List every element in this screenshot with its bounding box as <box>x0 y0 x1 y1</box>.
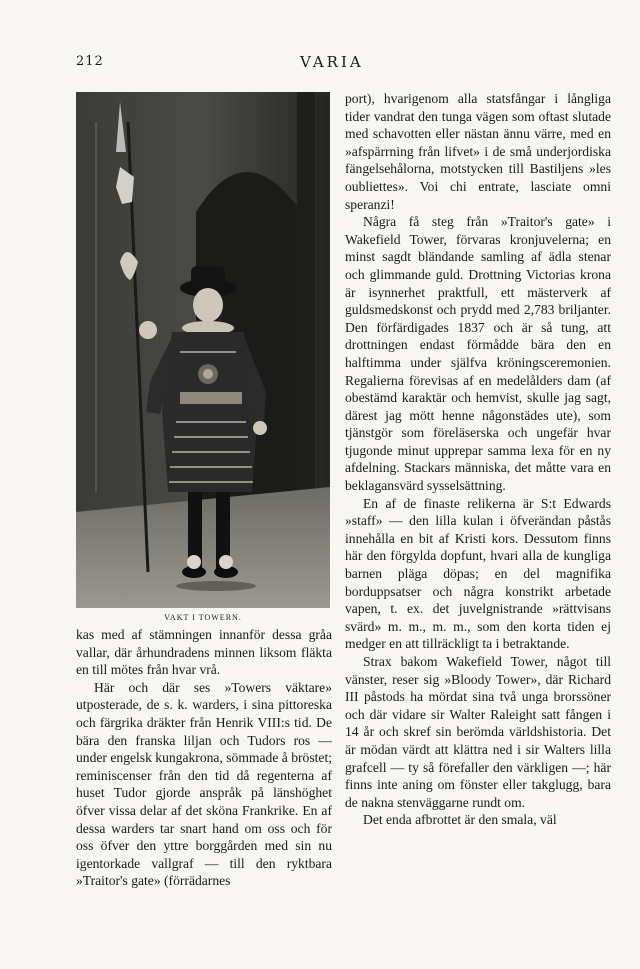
running-title: VARIA <box>300 53 364 71</box>
left-text-column <box>76 626 332 890</box>
paragraph: En af de finaste relikerna är S:t Edwards »staff» — den lilla kulan i öfverändan påstås innehålla en bit af Kristi kors. Dessutom finns här den förgylda dopfunt, hvari alla de kungliga barnen pläga döpas; en del magnifika borduppsatser och några konstrikt arbetade vapen, t. ex. det juvelgnistrande »rättvisans svärd» m. m., m. m., som den korta tiden ej medger en att tillräckligt ta i betraktande. <box>345 495 611 652</box>
paragraph: kas med af stämningen innanför dessa gråa vallar, där århundradens minnen liksom fläkta en till mötes från hvar vrå. <box>76 627 332 678</box>
paragraph: Här och där ses »Towers väktare» utposterade, de s. k. warders, i sina pittoreska och färgrika dräkter från Henrik VIII:s tid. De bära den franska liljan och Tudors ros — under engelsk kungakrona, sömmade å bröstet; reminiscenser från den tid då regenterna af huset Tudor gjorde anspråk på länshöghet öfver vissa delar af det sköna Frankrike. En af dessa warders tar snart hand om oss och för oss öfver den yttre borggården med sin nu igentorkade vallgraf — till den ryktbara »Traitor's gate» (förrädarnes <box>76 679 332 889</box>
figure-caption: VAKT I TOWERN. <box>164 613 242 622</box>
page-number: 212 <box>76 54 104 69</box>
paragraph: Några få steg från »Traitor's gate» i Wakefield Tower, förvaras kronjuvelerna; en minst sagdt bländande samling af ädla stenar och glimmande guld. Drottning Victorias krona är isynnerhet praktfull, ett mästerverk af guldsmedskonst och prydd med 2,783 briljanter. Den förfärdigades 1837 och är så tung, att drottningen endast förmådde bära den en halftimma under själfva kröningsceremonien. Regalierna förevisas af en medelålders dam (af obestämd karaktär och hemvist, skulle jag sagt, därest jag mött henne någonstädes ute), som tjänstgör som föreläserska och ungefär hvar tjugonde minut upprepar samma lexa för en ny afdelning. Stackars människa, det måtte vara en beklagansvärd sysselsättning. <box>345 214 611 494</box>
yeoman-warder-photo <box>76 92 330 608</box>
photo-illustration <box>76 92 330 608</box>
paragraph: Strax bakom Wakefield Tower, något till vänster, reser sig »Bloody Tower», där Richard III påstods ha mördat sina två unga brorssöner och där vidare sir Walter Raleight satt fången i 14 år och skref sin berömda världshistoria. Det är mödan värdt att klättra ned i sir Walters lilla grafcell — ty så förefaller den värkligen —; här finns inte aning om fönster eller takglugg, bara de nakna stenväggarne rundt om. <box>345 654 611 810</box>
paragraph: port), hvarigenom alla statsfångar i långliga tider vandrat den tunga vägen som oftast slutade med schavotten eller nästan ännu värre, med en »afspärrning från lifvet» i de små underjordiska fängelsehålorna, motstycken till Bastiljens »les oubliettes». Voi chi entrate, lasciate omni speranzi! <box>345 91 611 212</box>
paragraph: Det enda afbrottet är den smala, väl <box>363 812 557 828</box>
page-header <box>0 54 640 76</box>
right-text-column <box>345 90 611 829</box>
